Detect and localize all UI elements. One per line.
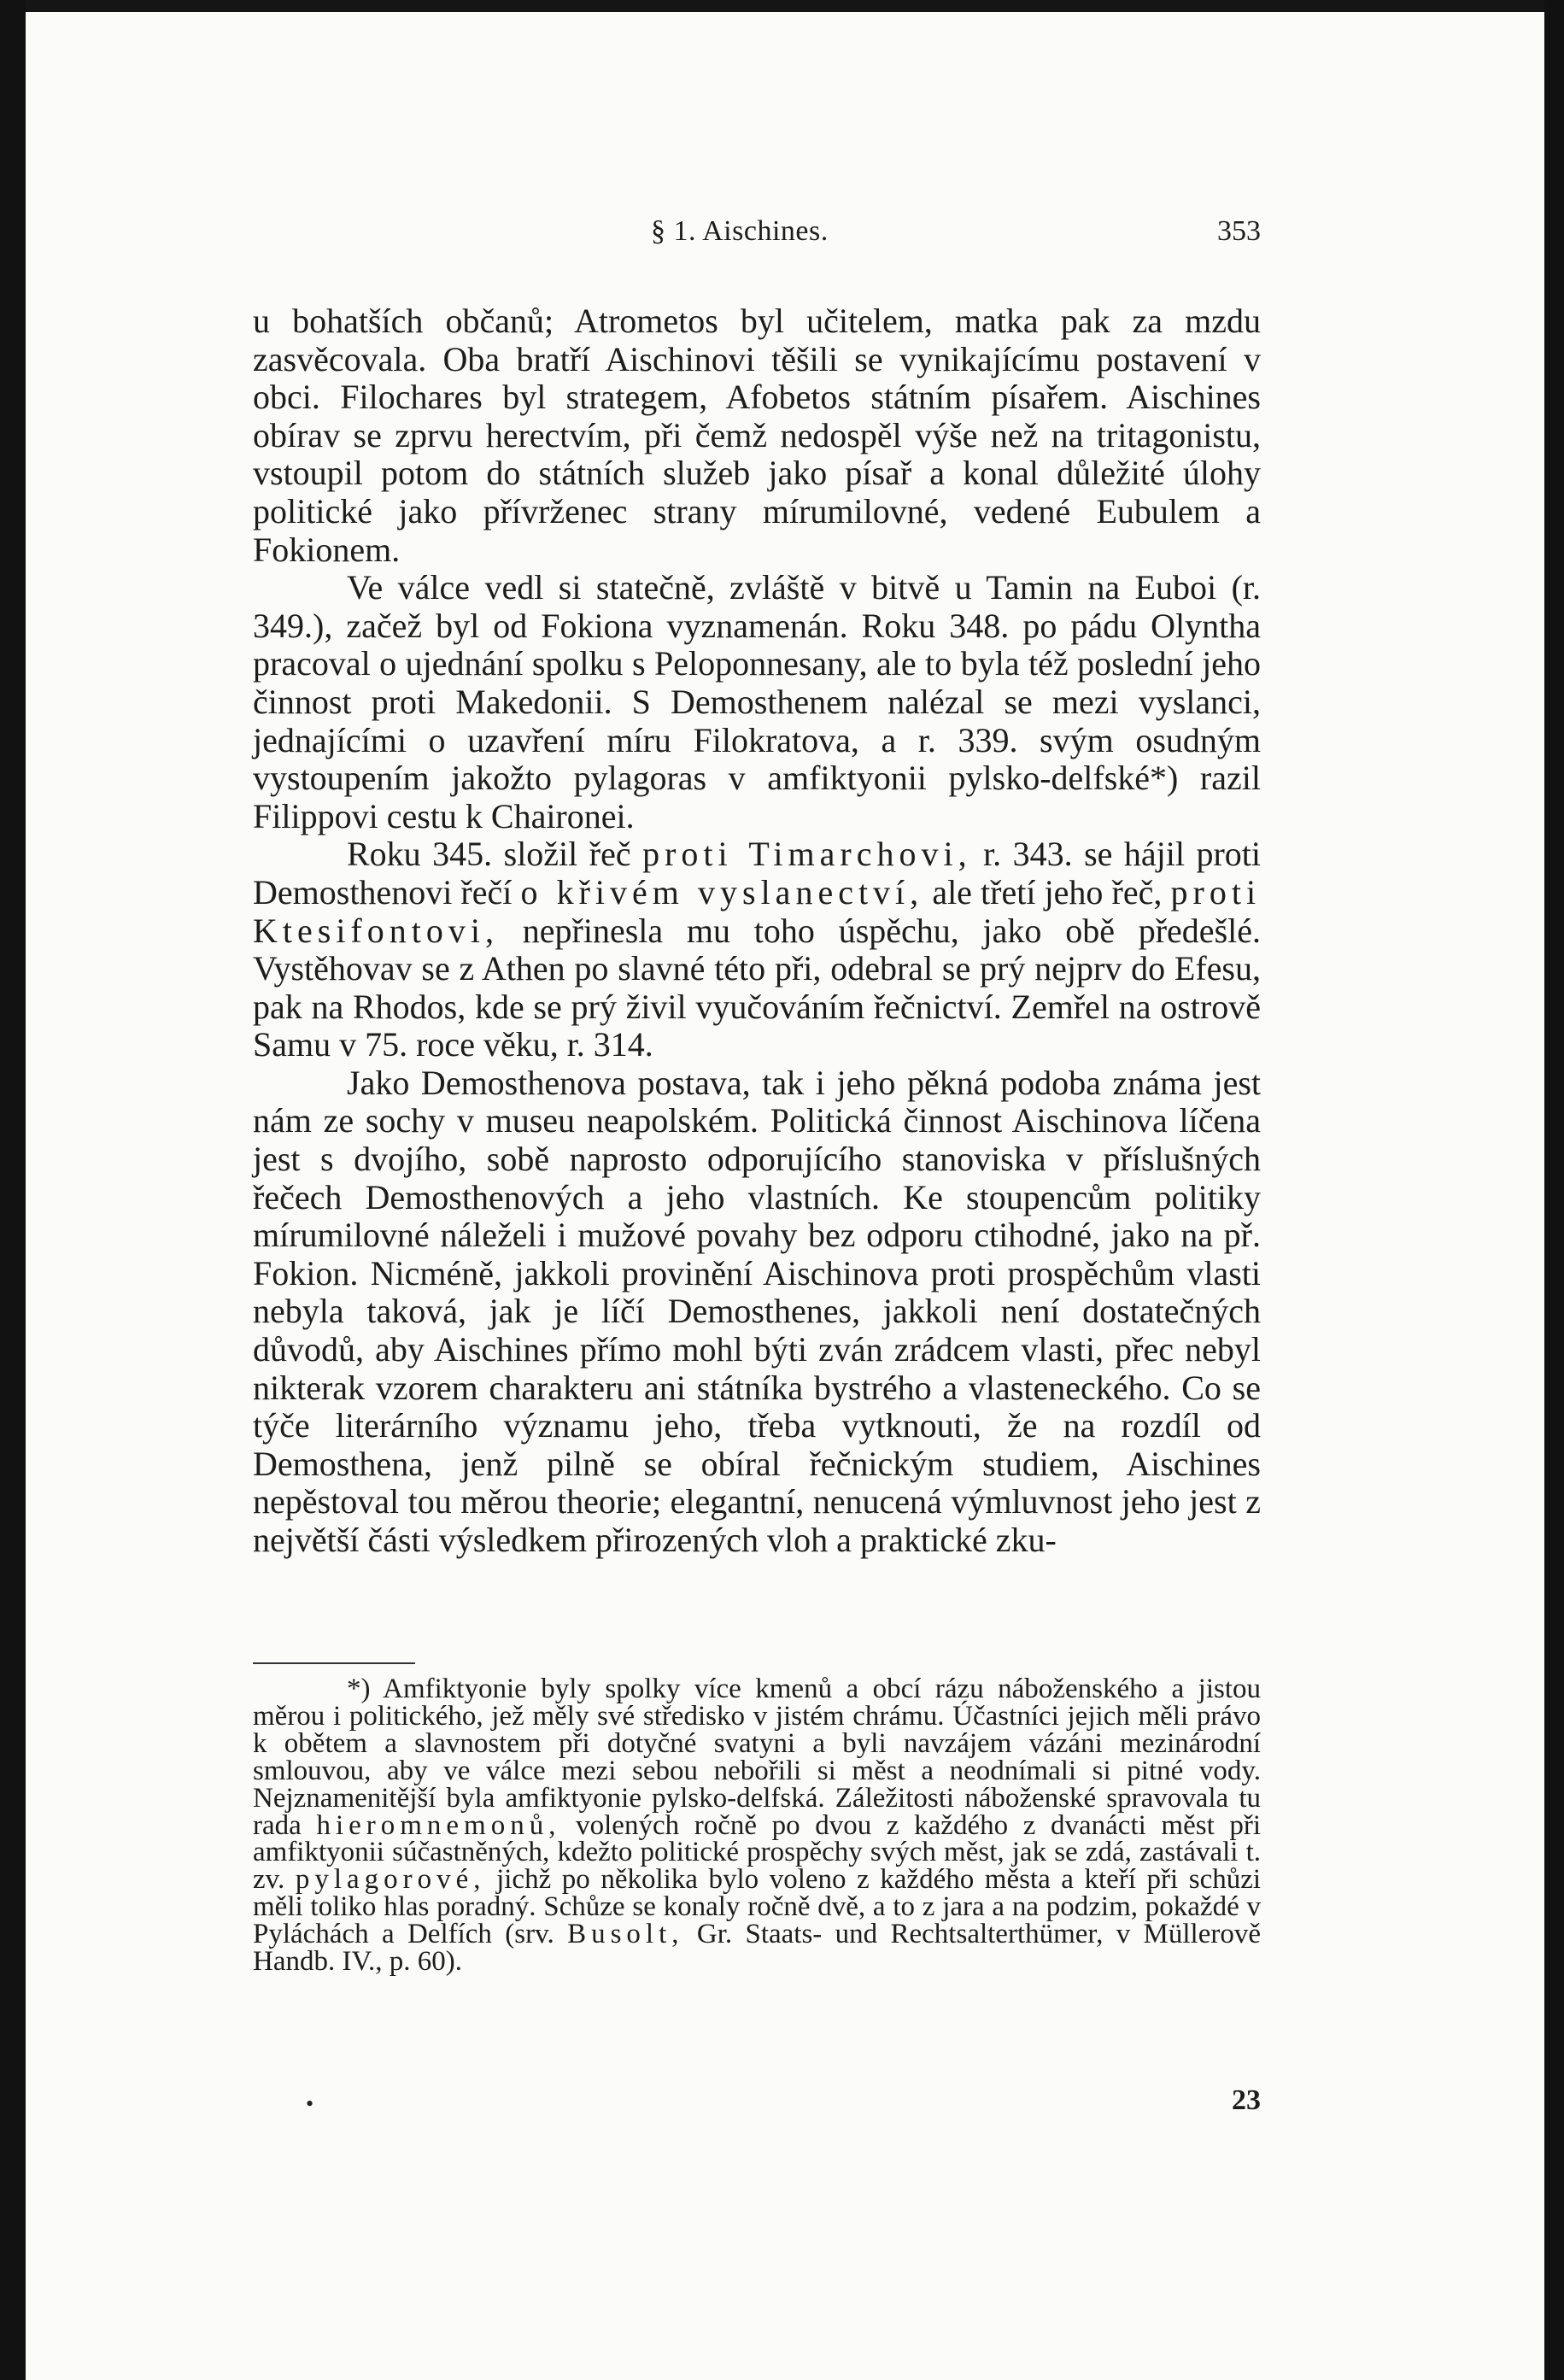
paragraph-3-text: nepřinesla mu toho úspěchu, jako obě předešlé. Vystěhovav se z Athen po slavné této při, odebral se prý nejprv do Efesu, pak na Rhodos, kde se prý živil vyučováním řečnictví. Zemřel na ostrově Samu v 75. roce věku, r. 314. xyxy=(253,911,1261,1064)
paragraph-3 xyxy=(253,835,1261,1064)
scan-top-edge xyxy=(0,0,1564,12)
footnote-text: volených ročně po dvou z každého z dvanácti měst při amfiktyonii súčastněných, kdežto politické prospěchy svých měst, jak se zdá, zastávali t. zv. xyxy=(253,1809,1262,1896)
footnote-text: jichž po několika bylo voleno z každého města a kteří při schůzi měli toliko hlas poradný. Schůze se konaly ročně dvě, a to z jara a na podzim, pokaždé v Pyláchách a Delfích (srv. xyxy=(253,1864,1262,1950)
signature-number: 23 xyxy=(1232,2084,1261,2116)
signature-dot: • xyxy=(306,2091,314,2116)
main-text xyxy=(253,302,1261,1560)
footnote-text: Gr. Staats- und Rechtsalterthümer, v Müllerově Handb. IV., p. 60). xyxy=(253,1919,1262,1978)
scan-right-edge xyxy=(1544,0,1564,2380)
page-header xyxy=(253,215,1261,258)
footnote-divider xyxy=(253,1662,415,1664)
page-number: 353 xyxy=(1217,215,1261,247)
spaced-term-pylagorove: pylagorové, xyxy=(295,1864,486,1896)
spaced-title-ktesifon: proti Ktesifontovi, xyxy=(253,872,1262,950)
paragraph-1: u bohatších občanů; Atrometos byl učitelem, matka pak za mzdu zasvěcovala. Oba bratří Aischinovi těšili se vynikajícímu postavení v obci. Filochares byl strategem, Afobetos státním písařem. Aischines obírav se zprvu herectvím, při čemž nedospěl výše než na tritagonistu, vstoupil potom do státních služeb jako písař a konal důležité úlohy politické jako přívrženec strany mírumilovné, vedené Eubulem a Fokionem. xyxy=(253,302,1261,569)
running-head: § 1. Aischines. xyxy=(651,215,829,247)
paragraph-4: Jako Demosthenova postava, tak i jeho pěkná podoba známa jest nám ze sochy v museu neapolském. Politická činnost Aischinova líčena jest s dvojího, sobě naprosto odporujícího stanoviska v příslušných řečech Demosthenových a jeho vlastních. Ke stoupencům politiky mírumilovné náleželi i mužové povahy bez odporu ctihodné, jako na př. Fokion. Nicméně, jakkoli provinění Aischinova proti prospěchům vlasti nebyla taková, jak je líčí Demosthenes, jakkoli není dostatečných důvodů, aby Aischines přímo mohl býti zván zrádcem vlasti, přec nebyl nikterak vzorem charakteru ani státníka bystrého a vlasteneckého. Co se týče literárního významu jeho, třeba vytknouti, že na rozdíl od Demosthena, jenž pilně se obíral řečnickým studiem, Aischines nepěstoval tou měrou theorie; elegantní, nenucená výmluvnost jeho jest z největší části výsledkem přirozených vloh a praktické zku- xyxy=(253,1063,1261,1559)
scan-left-edge xyxy=(0,0,26,2380)
paragraph-3-text: r. 343. se hájil proti Demosthenovi řečí xyxy=(253,835,1262,912)
spaced-author-busolt: Busolt, xyxy=(567,1919,684,1950)
spaced-title-timarchos: proti Timarchovi, xyxy=(642,835,972,874)
spaced-term-hieromnemones: hieromnemonů, xyxy=(316,1809,561,1841)
paragraph-3-text: ale třetí jeho řeč, xyxy=(932,872,1163,912)
paragraph-3-text: Roku 345. složil řeč xyxy=(347,835,631,874)
spaced-title-vyslanectvi: o křivém vyslanectví, xyxy=(520,872,924,912)
footnote-text: *) Amfiktyonie byly spolky více kmenů a obcí rázu náboženského a jistou měrou i politického, jež měly své středisko v jistém chrámu. Účastníci jejich měli právo k obětem a slavnostem při dotyčné svatyni a byli navzájem vázáni mezinárodní smlouvou, aby ve válce mezi sebou nebořili si měst a neodnímali si pitné vody. Nejznamenitější byla amfiktyonie pylsko-delfská. Záležitosti náboženské spravovala tu rada xyxy=(253,1674,1261,1841)
paragraph-2: Ve válce vedl si statečně, zvláště v bitvě u Tamin na Euboi (r. 349.), začež byl od Fokiona vyznamenán. Roku 348. po pádu Olyntha pracoval o ujednání spolku s Peloponnesany, ale to byla též poslední jeho činnost proti Makedonii. S Demosthenem nalézal se mezi vyslanci, jednajícími o uzavření míru Filokratova, a r. 339. svým osudným vystoupením jakožto pylagoras v amfiktyonii pylsko-delfské*) razil Filippovi cestu k Chaironei. xyxy=(253,568,1261,835)
footnote xyxy=(253,1676,1261,1976)
